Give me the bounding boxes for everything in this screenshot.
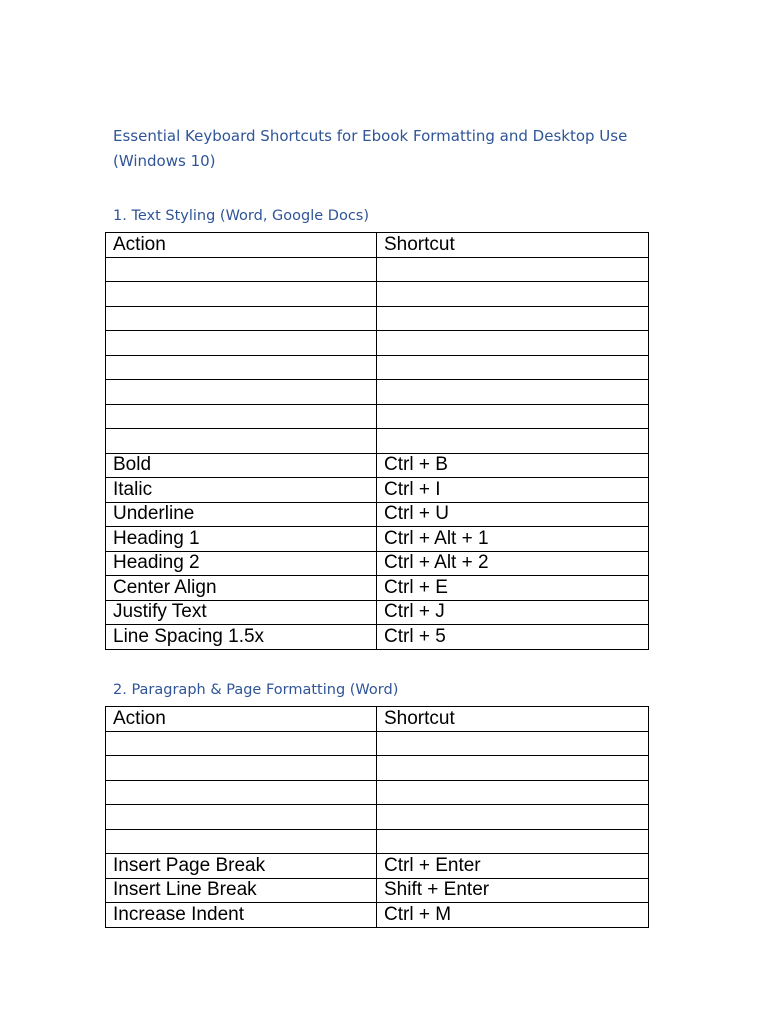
- column-header-action: Action: [106, 233, 377, 258]
- shortcut-cell: [377, 429, 649, 454]
- shortcut-cell: [377, 805, 649, 830]
- column-header-shortcut: Shortcut: [377, 233, 649, 258]
- action-cell: Insert Page Break: [106, 854, 377, 879]
- table-row: [106, 600, 649, 625]
- shortcut-cell: [377, 380, 649, 405]
- empty-table-row: [106, 829, 649, 854]
- shortcut-cell: [377, 829, 649, 854]
- empty-table-row: [106, 731, 649, 756]
- action-cell: [106, 829, 377, 854]
- table-row: [106, 502, 649, 527]
- table-header-row: [106, 233, 649, 258]
- action-cell: [106, 282, 377, 307]
- shortcut-cell: [377, 731, 649, 756]
- action-cell: [106, 780, 377, 805]
- table-row: [106, 878, 649, 903]
- table-row: [106, 453, 649, 478]
- table-row: [106, 854, 649, 879]
- action-cell: [106, 331, 377, 356]
- table-row: [106, 527, 649, 552]
- action-cell: [106, 306, 377, 331]
- shortcut-cell: [377, 257, 649, 282]
- action-cell: [106, 257, 377, 282]
- action-cell: [106, 355, 377, 380]
- shortcut-cell: Ctrl + 5: [377, 625, 649, 650]
- shortcut-cell: [377, 331, 649, 356]
- shortcut-cell: Ctrl + J: [377, 600, 649, 625]
- shortcut-cell: Ctrl + U: [377, 502, 649, 527]
- action-cell: Justify Text: [106, 600, 377, 625]
- action-cell: [106, 756, 377, 781]
- table-row: [106, 903, 649, 928]
- paragraph-formatting-table: [105, 706, 649, 928]
- action-cell: [106, 731, 377, 756]
- shortcut-cell: [377, 306, 649, 331]
- action-cell: [106, 404, 377, 429]
- shortcut-cell: Ctrl + B: [377, 453, 649, 478]
- shortcut-cell: [377, 282, 649, 307]
- empty-table-row: [106, 306, 649, 331]
- table-row: [106, 576, 649, 601]
- action-cell: Underline: [106, 502, 377, 527]
- shortcut-cell: Ctrl + Enter: [377, 854, 649, 879]
- action-cell: Italic: [106, 478, 377, 503]
- action-cell: Center Align: [106, 576, 377, 601]
- empty-table-row: [106, 805, 649, 830]
- empty-table-row: [106, 355, 649, 380]
- empty-table-row: [106, 404, 649, 429]
- empty-table-row: [106, 780, 649, 805]
- action-cell: Heading 1: [106, 527, 377, 552]
- shortcut-cell: Shift + Enter: [377, 878, 649, 903]
- empty-table-row: [106, 380, 649, 405]
- shortcut-cell: [377, 404, 649, 429]
- action-cell: [106, 429, 377, 454]
- empty-table-row: [106, 331, 649, 356]
- table-body: [106, 731, 649, 927]
- empty-table-row: [106, 756, 649, 781]
- action-cell: Bold: [106, 453, 377, 478]
- shortcut-cell: Ctrl + M: [377, 903, 649, 928]
- shortcut-cell: Ctrl + E: [377, 576, 649, 601]
- action-cell: Increase Indent: [106, 903, 377, 928]
- shortcut-cell: Ctrl + Alt + 2: [377, 551, 649, 576]
- action-cell: [106, 805, 377, 830]
- empty-table-row: [106, 429, 649, 454]
- table-row: [106, 478, 649, 503]
- shortcut-cell: [377, 756, 649, 781]
- action-cell: [106, 380, 377, 405]
- section-heading-paragraph-formatting: 2. Paragraph & Page Formatting (Word): [113, 682, 399, 698]
- table-body: [106, 257, 649, 649]
- shortcut-cell: [377, 780, 649, 805]
- document-title: Essential Keyboard Shortcuts for Ebook Formatting and Desktop Use (Windows 10): [113, 127, 628, 170]
- empty-table-row: [106, 282, 649, 307]
- shortcut-cell: [377, 355, 649, 380]
- action-cell: Line Spacing 1.5x: [106, 625, 377, 650]
- text-styling-table: [105, 232, 649, 650]
- section-heading-text-styling: 1. Text Styling (Word, Google Docs): [113, 208, 370, 224]
- shortcut-cell: Ctrl + Alt + 1: [377, 527, 649, 552]
- table-header-row: [106, 707, 649, 732]
- action-cell: Insert Line Break: [106, 878, 377, 903]
- column-header-action: Action: [106, 707, 377, 732]
- column-header-shortcut: Shortcut: [377, 707, 649, 732]
- action-cell: Heading 2: [106, 551, 377, 576]
- table-row: [106, 625, 649, 650]
- empty-table-row: [106, 257, 649, 282]
- shortcut-cell: Ctrl + I: [377, 478, 649, 503]
- table-row: [106, 551, 649, 576]
